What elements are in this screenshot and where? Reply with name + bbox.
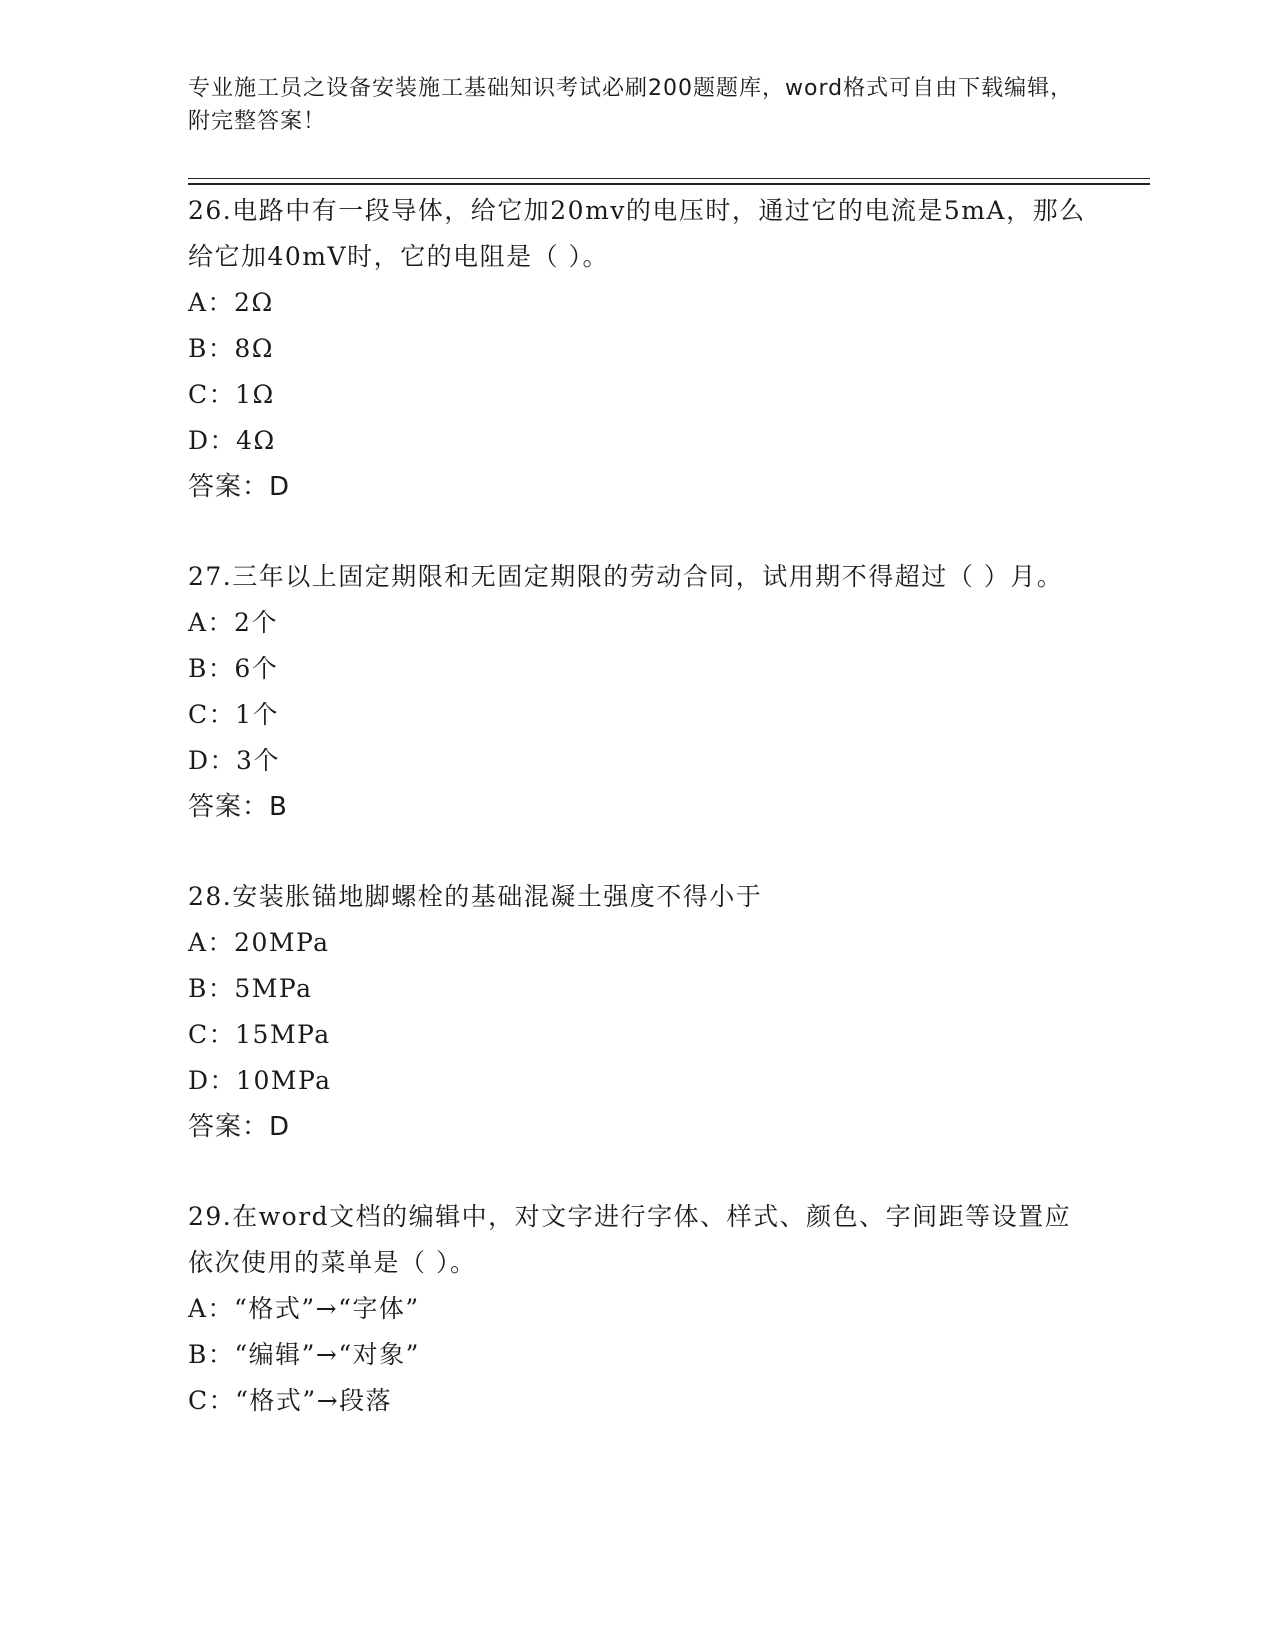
answer: 答案：D [188,1112,291,1142]
question-stem: 28.安装胀锚地脚螺栓的基础混凝土强度不得小于 [188,882,763,911]
option-b: B：5MPa [188,974,313,1003]
answer: 答案：D [188,472,291,502]
question-26 [188,188,1088,510]
question-27 [188,554,1088,830]
header-divider-thin [188,178,1150,179]
question-28 [188,874,1088,1150]
option-c: C：1个 [188,700,280,729]
question-29 [188,1194,1088,1424]
option-a: A：“格式”→“字体” [188,1294,420,1323]
option-d: D：10MPa [188,1066,332,1095]
option-a: A：2Ω [188,288,274,317]
question-stem: 27.三年以上固定期限和无固定期限的劳动合同，试用期不得超过（ ）月。 [188,562,1064,591]
option-a: A：20MPa [188,928,330,957]
option-c: C：1Ω [188,380,275,409]
option-b: B：8Ω [188,334,275,363]
question-stem: 29.在word文档的编辑中，对文字进行字体、样式、颜色、字间距等设置应依次使用的菜单是（ ）。 [188,1202,1072,1277]
header-divider-thick [188,183,1150,185]
document-title: 专业施工员之设备安装施工基础知识考试必刷200题题库，word格式可自由下载编辑，附完整答案！ [188,76,1074,134]
question-stem: 26.电路中有一段导体，给它加20mv的电压时，通过它的电流是5mA，那么给它加40mV时，它的电阻是（ ）。 [188,196,1086,271]
option-c: C：15MPa [188,1020,331,1049]
option-d: D：4Ω [188,426,276,455]
option-d: D：3个 [188,746,280,775]
option-a: A：2个 [188,608,278,637]
question-list [188,188,1088,1468]
option-b: B：6个 [188,654,279,683]
option-c: C：“格式”→段落 [188,1386,393,1415]
answer: 答案：B [188,792,288,822]
option-b: B：“编辑”→“对象” [188,1340,420,1369]
